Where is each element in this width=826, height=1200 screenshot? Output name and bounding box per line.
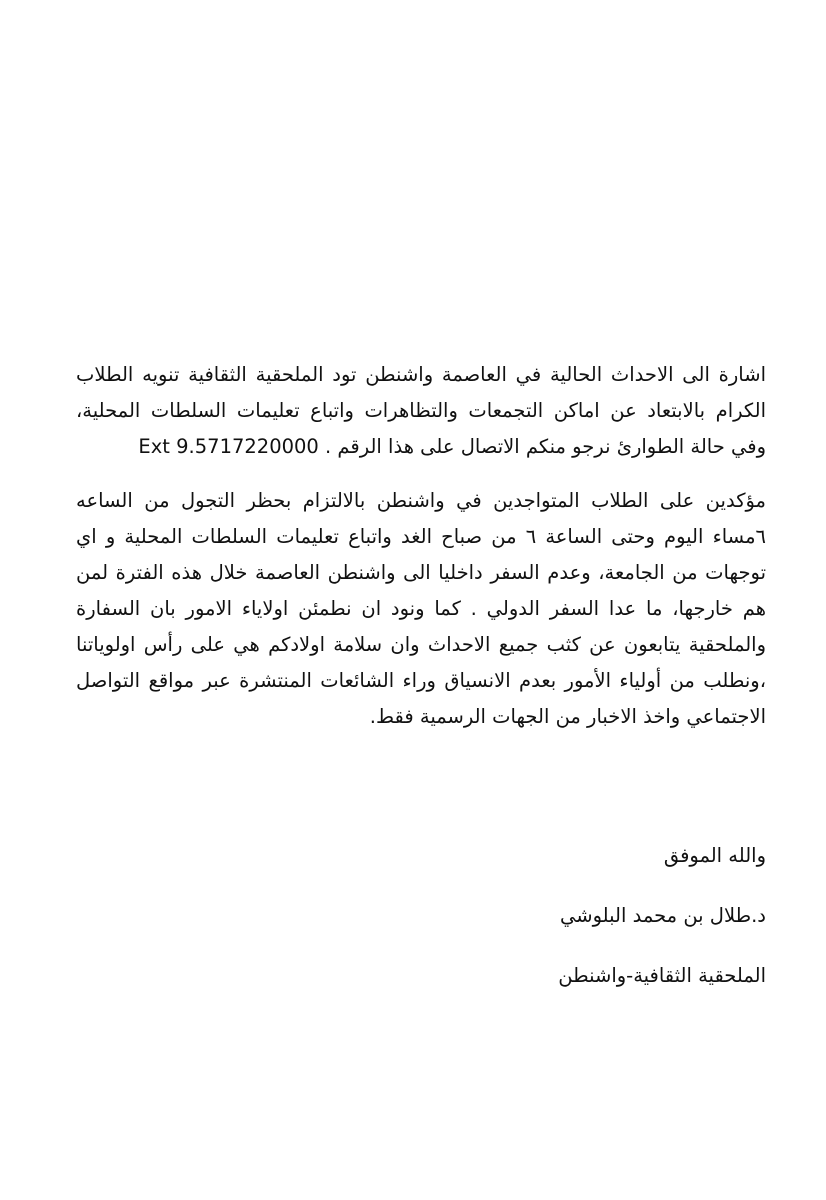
paragraph-advisory: اشارة الى الاحداث الحالية في العاصمة واشنطن تود الملحقية الثقافية تنويه الطلاب الكرام بالابتعاد عن اماكن التجمعات والتظاهرات واتباع تعليمات السلطات المحلية، وفي حالة الطوارئ نرجو منكم الاتصال على هذا الرقم . 5717220000.Ext 9 (76, 363, 766, 458)
signatory-name: د.طلال بن محمد البلوشي (560, 904, 766, 927)
signatory-office: الملحقية الثقافية-واشنطن (558, 964, 766, 987)
paragraph-curfew: مؤكدين على الطلاب المتواجدين في واشنطن بالالتزام بحظر التجول من الساعه ٦مساء اليوم وحتى الساعة ٦ من صباح الغد واتباع تعليمات السلطات المحلية و اي توجهات من الجامعة، وعدم السفر داخليا الى واشنطن العاصمة خلال هذه الفترة لمن هم خارجها، ما عدا السفر الدولي . كما ونود ان نطمئن اولاياء الامور بان السفارة والملحقية يتابعون عن كثب جميع الاحداث وان سلامة اولادكم هي على رأس اولوياتنا ،ونطلب من أولياء الأمور بعدم الانسياق وراء الشائعات المنتشرة عبر مواقع التواصل الاجتماعي واخذ الاخبار من الجهات الرسمية فقط. (76, 489, 767, 728)
letter-body (76, 357, 766, 735)
closing-line: والله الموفق (663, 844, 766, 867)
